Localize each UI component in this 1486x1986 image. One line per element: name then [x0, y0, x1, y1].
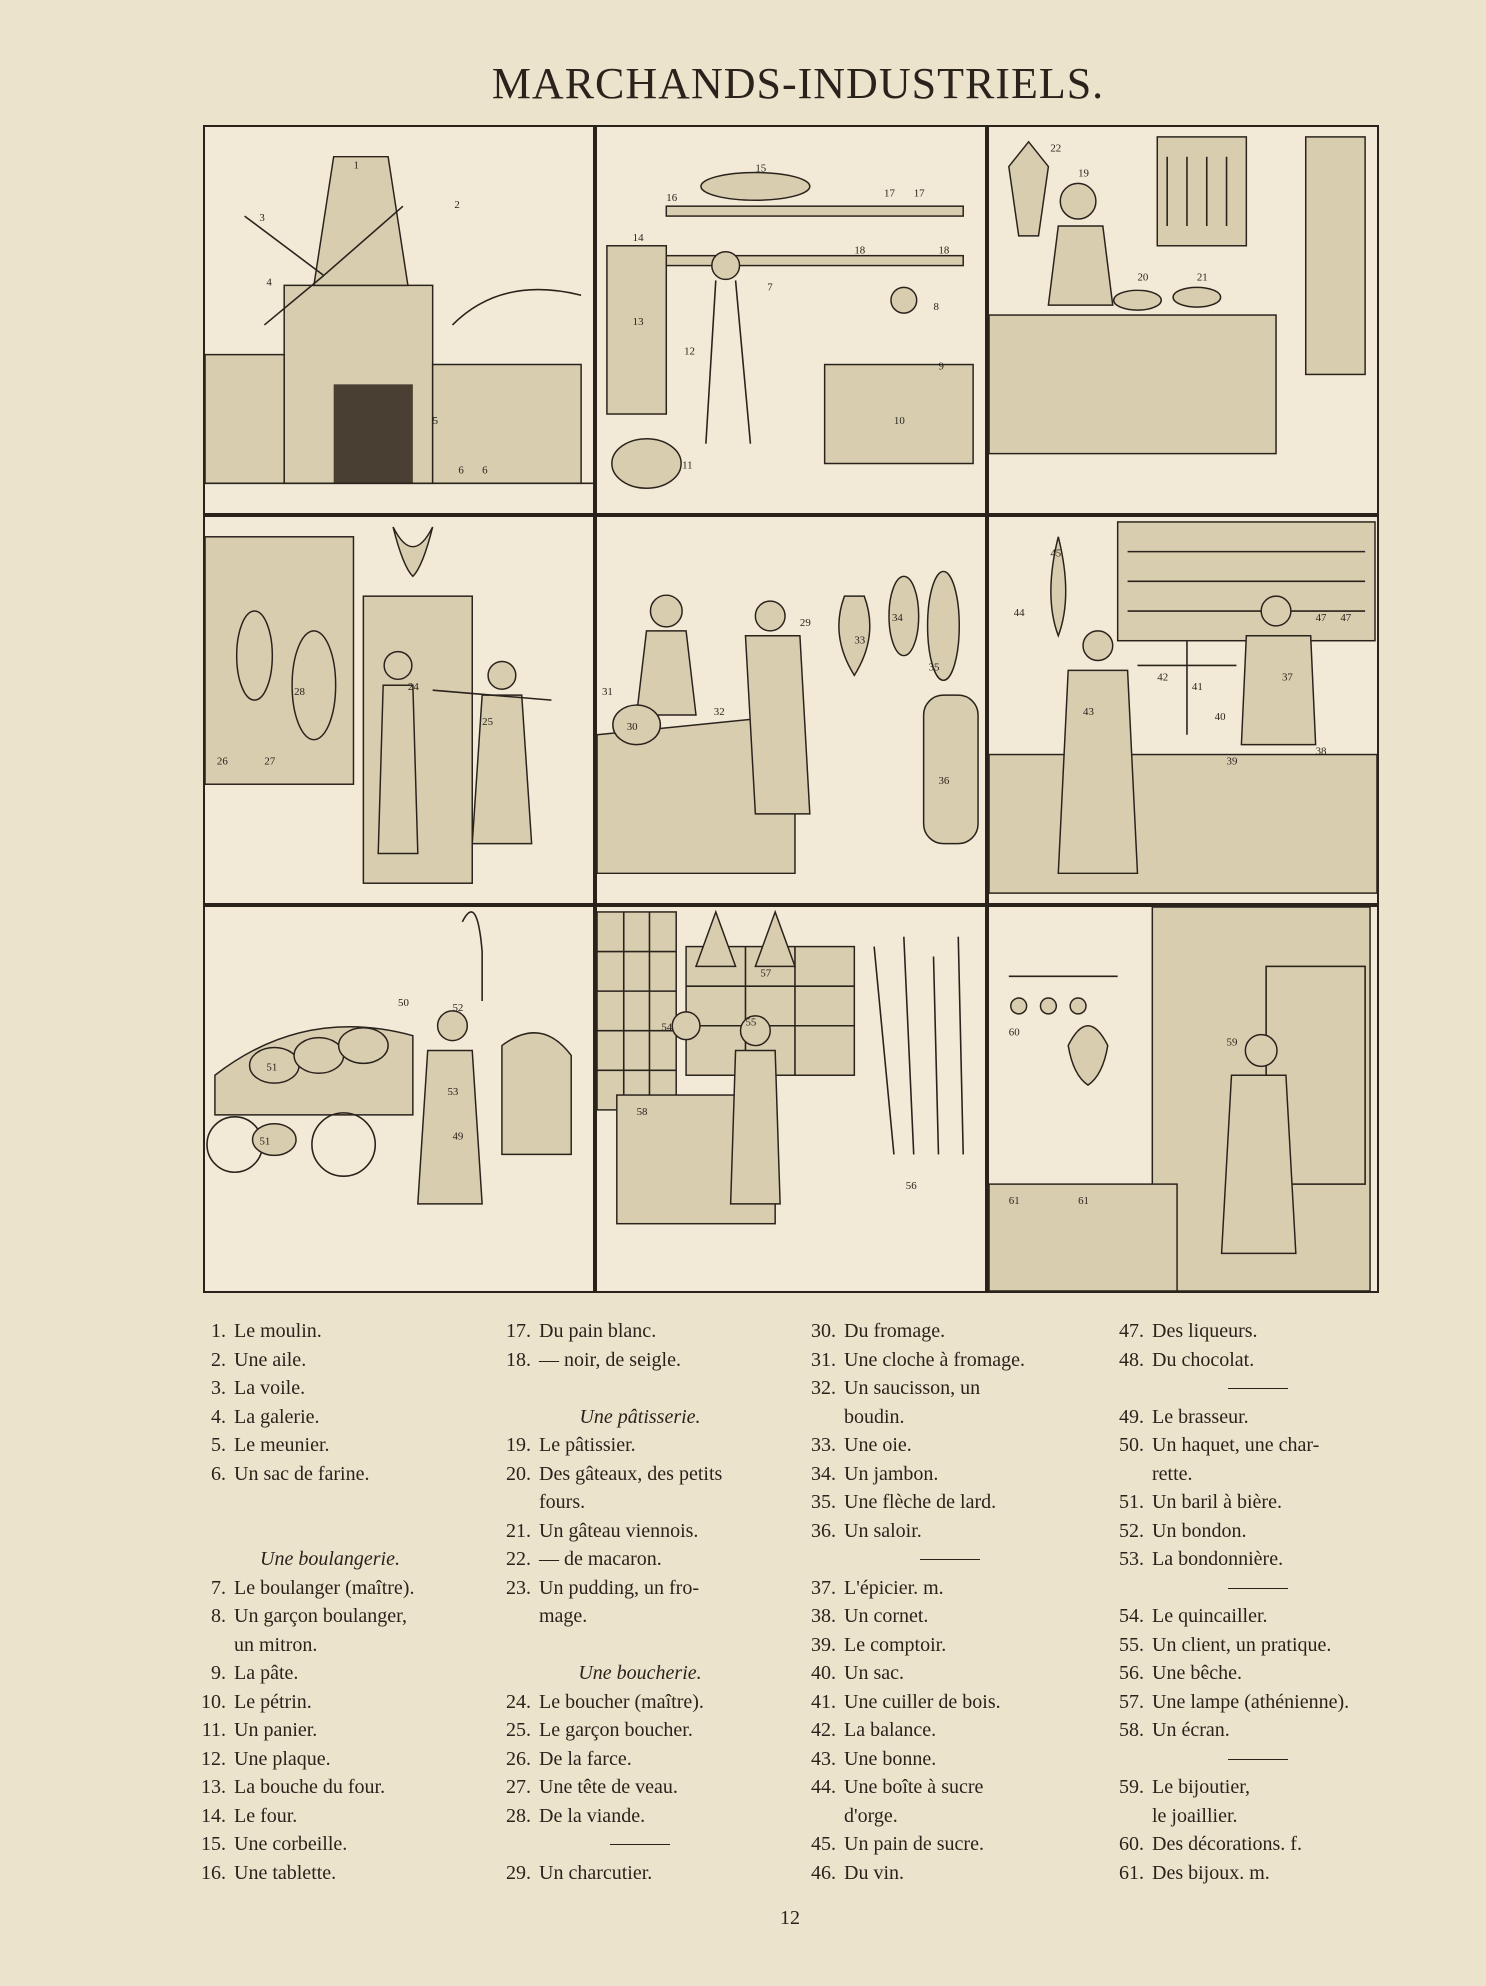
legend-entry-number: 56. — [1119, 1662, 1144, 1684]
legend-entry — [495, 1745, 785, 1774]
svg-text:57: 57 — [760, 967, 772, 980]
svg-text:53: 53 — [447, 1086, 459, 1099]
legend-entry — [190, 1688, 470, 1717]
legend-entry-text: Du chocolat. — [1152, 1348, 1255, 1371]
legend-entry-number: 61. — [1119, 1861, 1144, 1884]
legend-entry-number: 33. — [811, 1434, 836, 1456]
legend-entry-number: 23. — [506, 1576, 531, 1599]
legend-entry-text: Le meunier. — [234, 1434, 330, 1456]
legend-entry-text: Un pudding, un fro- — [539, 1576, 699, 1599]
legend-entry-number: 42. — [811, 1719, 836, 1741]
svg-text:36: 36 — [938, 775, 950, 788]
plate-mill — [203, 125, 595, 515]
svg-text:11: 11 — [682, 459, 693, 472]
svg-text:60: 60 — [1008, 1026, 1020, 1039]
legend-entry — [190, 1460, 470, 1489]
legend-entry-text: Le pétrin. — [234, 1690, 312, 1713]
legend-entry-number: 17. — [506, 1320, 531, 1342]
plate-bakery — [595, 125, 987, 515]
legend-entry-number: 45. — [811, 1833, 836, 1855]
legend-entry-text: Le four. — [234, 1804, 298, 1827]
legend-entry-text: Un saucisson, un — [844, 1377, 981, 1399]
legend-entry — [190, 1602, 470, 1631]
legend-entry-continuation: un mitron. — [234, 1633, 318, 1656]
legend-entry-number: 10. — [201, 1690, 226, 1713]
legend-entry-text: Le bijoutier, — [1152, 1776, 1251, 1798]
legend-entry — [1108, 1631, 1408, 1660]
legend-entry-text: Un baril à bière. — [1152, 1491, 1282, 1513]
legend-entry — [495, 1545, 785, 1574]
legend-entry — [190, 1859, 470, 1888]
svg-text:10: 10 — [893, 414, 905, 427]
legend-entry-text: Du pain blanc. — [539, 1320, 657, 1342]
legend-entry-number: 1. — [211, 1320, 226, 1342]
legend-entry-number: 49. — [1119, 1405, 1144, 1428]
svg-text:45: 45 — [1050, 547, 1062, 560]
legend-entry-number: 30. — [811, 1320, 836, 1342]
legend-entry-number: 54. — [1119, 1605, 1144, 1627]
legend-entry-number: 3. — [211, 1377, 226, 1399]
svg-text:42: 42 — [1157, 671, 1169, 684]
svg-text:16: 16 — [666, 192, 678, 205]
legend-entry-number: 12. — [201, 1747, 226, 1770]
legend-entry-number: 5. — [211, 1434, 226, 1456]
svg-text:56: 56 — [905, 1180, 917, 1193]
legend-entry-text: La galerie. — [234, 1405, 320, 1428]
legend-entry — [495, 1688, 785, 1717]
legend-entry-text: Un sac. — [844, 1662, 904, 1684]
svg-text:52: 52 — [452, 1001, 464, 1014]
legend-entry-number: 2. — [211, 1348, 226, 1371]
legend-spacer — [190, 1517, 470, 1546]
svg-text:27: 27 — [264, 755, 276, 768]
legend-entry — [800, 1745, 1100, 1774]
legend-entry-text: La balance. — [844, 1719, 937, 1741]
legend-entry-text: Un cornet. — [844, 1605, 929, 1627]
svg-text:39: 39 — [1226, 755, 1238, 768]
svg-text:4: 4 — [266, 276, 272, 289]
svg-text:61: 61 — [1078, 1194, 1089, 1207]
legend-entry-text: La bondonnière. — [1152, 1548, 1284, 1570]
svg-text:9: 9 — [938, 360, 944, 373]
svg-text:28: 28 — [294, 686, 305, 699]
legend-entry — [190, 1431, 470, 1460]
legend-entry-text: Un saloir. — [844, 1519, 922, 1542]
legend-entry — [190, 1403, 470, 1432]
legend-spacer — [495, 1631, 785, 1660]
legend-entry — [495, 1431, 785, 1460]
legend-entry — [495, 1802, 785, 1831]
legend-entry-text: Le boulanger (maître). — [234, 1576, 415, 1599]
legend-entry-text: Le brasseur. — [1152, 1405, 1249, 1428]
svg-text:17: 17 — [884, 187, 895, 200]
legend-entry — [800, 1346, 1100, 1375]
legend-entry-text: La bouche du four. — [234, 1776, 386, 1798]
svg-text:44: 44 — [1013, 606, 1025, 619]
legend-entry-number: 27. — [506, 1776, 531, 1798]
legend-entry-text: Une flèche de lard. — [844, 1491, 997, 1513]
legend-entry-text: Des gâteaux, des petits — [539, 1462, 723, 1485]
legend-entry-number: 28. — [506, 1804, 531, 1827]
legend-entry-text: Un gâteau viennois. — [539, 1519, 699, 1542]
legend-entry-text: Une tête de veau. — [539, 1776, 678, 1798]
legend-entry-number: 26. — [506, 1747, 531, 1770]
legend-entry-number: 31. — [811, 1348, 836, 1371]
legend-entry-text: Un pain de sucre. — [844, 1833, 984, 1855]
svg-text:12: 12 — [684, 345, 695, 358]
legend-entry — [1108, 1830, 1408, 1859]
plate-butcher-shop — [203, 515, 595, 905]
legend-entry — [190, 1659, 470, 1688]
svg-text:43: 43 — [1083, 705, 1094, 718]
page-number: 12 — [780, 1907, 800, 1929]
svg-text:29: 29 — [799, 616, 811, 629]
svg-text:1: 1 — [353, 159, 359, 172]
legend-entry-text: Une cloche à fromage. — [844, 1348, 1026, 1371]
legend-entry-text: Le garçon boucher. — [539, 1719, 693, 1741]
legend-entry-number: 48. — [1119, 1348, 1144, 1371]
legend-entry — [800, 1716, 1100, 1745]
legend-entry-text: La voile. — [234, 1377, 306, 1399]
svg-text:59: 59 — [1226, 1036, 1238, 1049]
svg-text:21: 21 — [1196, 271, 1208, 284]
legend-entry-text: Des liqueurs. — [1152, 1320, 1258, 1342]
svg-text:61: 61 — [1008, 1194, 1020, 1207]
legend-entry-continuation: d'orge. — [844, 1804, 898, 1827]
legend-entry-text: Du vin. — [844, 1861, 904, 1884]
legend-entry-text: — noir, de seigle. — [539, 1348, 681, 1371]
legend-entry-text: Une oie. — [844, 1434, 912, 1456]
svg-text:38: 38 — [1315, 745, 1327, 758]
legend-entry — [190, 1802, 470, 1831]
legend-entry-number: 58. — [1119, 1719, 1144, 1741]
svg-text:19: 19 — [1078, 167, 1089, 180]
legend-entry — [1108, 1431, 1408, 1460]
legend-entry — [495, 1317, 785, 1346]
legend-entry — [800, 1602, 1100, 1631]
legend-entry-number: 38. — [811, 1605, 836, 1627]
legend-entry — [1108, 1773, 1408, 1802]
svg-text:2: 2 — [454, 199, 460, 212]
legend-separator — [800, 1545, 1100, 1574]
legend-entry-number: 14. — [201, 1804, 226, 1827]
legend-column-3 — [800, 1317, 1100, 1887]
legend-entry-number: 46. — [811, 1861, 836, 1884]
legend-entry-number: 51. — [1119, 1491, 1144, 1513]
legend-entry-text: De la viande. — [539, 1804, 646, 1827]
legend-entry-continuation: mage. — [539, 1605, 588, 1627]
legend-entry-number: 21. — [506, 1519, 531, 1542]
legend-entry-number: 22. — [506, 1548, 531, 1570]
legend-entry — [1108, 1346, 1408, 1375]
svg-text:8: 8 — [933, 301, 939, 314]
svg-text:50: 50 — [398, 996, 409, 1009]
legend-entry-continuation: rette. — [1152, 1462, 1193, 1485]
legend-separator — [495, 1830, 785, 1859]
legend-entry — [800, 1830, 1100, 1859]
legend-entry-number: 20. — [506, 1462, 531, 1485]
svg-text:24: 24 — [407, 681, 419, 694]
legend-entry-text: Une bonne. — [844, 1747, 937, 1770]
legend-entry — [800, 1631, 1100, 1660]
svg-text:5: 5 — [432, 414, 439, 427]
legend-entry — [800, 1574, 1100, 1603]
legend-entry-number: 11. — [201, 1719, 226, 1741]
legend-entry-number: 37. — [811, 1576, 836, 1599]
legend-entry-text: Des bijoux. m. — [1152, 1861, 1270, 1884]
legend-section-heading: Une boulangerie. — [260, 1548, 400, 1570]
legend-entry-number: 59. — [1119, 1776, 1144, 1798]
legend-entry-number: 25. — [506, 1719, 531, 1741]
svg-text:51: 51 — [259, 1135, 271, 1148]
legend-entry-text: Le moulin. — [234, 1320, 322, 1342]
legend-entry-number: 4. — [211, 1405, 226, 1428]
legend-entry-text: Une lampe (athénienne). — [1152, 1690, 1350, 1713]
legend-entry-number: 60. — [1119, 1833, 1144, 1855]
legend-separator — [1108, 1745, 1408, 1774]
svg-text:7: 7 — [767, 281, 773, 294]
legend-entry-number: 53. — [1119, 1548, 1144, 1570]
legend-entry — [190, 1346, 470, 1375]
legend-entry — [190, 1374, 470, 1403]
legend-entry-number: 6. — [211, 1462, 226, 1485]
legend-entry — [1108, 1602, 1408, 1631]
legend-entry — [800, 1859, 1100, 1888]
legend-entry-number: 47. — [1119, 1320, 1144, 1342]
legend-entry — [800, 1688, 1100, 1717]
legend-entry-number: 24. — [506, 1690, 531, 1713]
legend-entry — [800, 1659, 1100, 1688]
legend-entry — [800, 1773, 1100, 1802]
svg-text:41: 41 — [1191, 681, 1203, 694]
legend-entry-number: 43. — [811, 1747, 836, 1770]
legend-entry-text: Le comptoir. — [844, 1633, 947, 1656]
svg-text:25: 25 — [482, 715, 494, 728]
plate-jeweler — [987, 905, 1379, 1293]
legend-entry — [1108, 1859, 1408, 1888]
legend-entry-text: Un jambon. — [844, 1462, 939, 1485]
legend-entry — [190, 1830, 470, 1859]
legend-entry — [800, 1460, 1100, 1489]
legend-entry-text: La pâte. — [234, 1662, 299, 1684]
legend-entry-number: 32. — [811, 1377, 836, 1399]
legend-entry-text: Un écran. — [1152, 1719, 1230, 1741]
legend-entry-text: Un client, un pratique. — [1152, 1633, 1332, 1656]
legend-section-heading: Une boucherie. — [578, 1662, 702, 1684]
legend-entry-text: Une aile. — [234, 1348, 307, 1371]
legend-entry — [800, 1317, 1100, 1346]
legend-entry — [1108, 1403, 1408, 1432]
svg-text:6: 6 — [482, 464, 488, 477]
legend-entry-text: Un charcutier. — [539, 1861, 653, 1884]
plate-delicatessen — [595, 515, 987, 905]
svg-text:49: 49 — [452, 1130, 464, 1143]
legend-entry-continuation: le joaillier. — [1152, 1804, 1238, 1827]
legend-entry-text: Un haquet, une char- — [1152, 1434, 1320, 1456]
svg-text:6: 6 — [458, 464, 464, 477]
legend-spacer — [190, 1488, 470, 1517]
legend-entry-continuation: fours. — [539, 1491, 586, 1513]
svg-text:58: 58 — [636, 1105, 648, 1118]
svg-text:17: 17 — [913, 187, 925, 200]
legend-entry — [190, 1716, 470, 1745]
legend-entry — [1108, 1688, 1408, 1717]
legend-entry-text: Une cuiller de bois. — [844, 1690, 1001, 1713]
legend-entry-number: 44. — [811, 1776, 836, 1798]
legend-entry-text: Une tablette. — [234, 1861, 337, 1884]
svg-text:51: 51 — [266, 1061, 278, 1074]
svg-text:14: 14 — [632, 231, 644, 244]
svg-text:37: 37 — [1281, 671, 1293, 684]
legend-entry-number: 34. — [811, 1462, 836, 1485]
legend-entry — [190, 1317, 470, 1346]
legend-column-1 — [190, 1317, 470, 1887]
plate-hardware-store — [595, 905, 987, 1293]
legend-entry — [800, 1517, 1100, 1546]
legend-entry-text: Une bêche. — [1152, 1662, 1242, 1684]
legend-entry-number: 55. — [1119, 1633, 1144, 1656]
svg-text:20: 20 — [1137, 271, 1149, 284]
page-title: MARCHANDS-INDUSTRIELS. — [491, 59, 1105, 108]
legend-entry — [495, 1859, 785, 1888]
plate-brewer — [203, 905, 595, 1293]
legend-entry-number: 9. — [211, 1662, 226, 1684]
legend-entry-text: Un sac de farine. — [234, 1462, 370, 1485]
legend-entry-text: Un garçon boulanger, — [234, 1605, 408, 1627]
legend-column-2 — [495, 1317, 785, 1887]
legend-entry — [800, 1488, 1100, 1517]
svg-text:34: 34 — [891, 611, 903, 624]
legend-entry-text: Le boucher (maître). — [539, 1690, 704, 1713]
svg-text:33: 33 — [854, 634, 866, 647]
legend-entry-text: Le pâtissier. — [539, 1434, 636, 1456]
legend-entry — [495, 1460, 785, 1489]
legend-entry-number: 40. — [811, 1662, 836, 1684]
legend-entry-number: 35. — [811, 1491, 836, 1513]
legend-spacer — [495, 1374, 785, 1403]
illustration-grid — [203, 125, 1379, 1293]
legend-entry — [495, 1517, 785, 1546]
legend-entry — [1108, 1716, 1408, 1745]
legend-entry — [495, 1346, 785, 1375]
legend-entry-number: 18. — [506, 1348, 531, 1371]
svg-text:47: 47 — [1340, 611, 1352, 624]
svg-text:26: 26 — [216, 755, 228, 768]
legend-entry-number: 19. — [506, 1434, 531, 1456]
legend-column-4 — [1108, 1317, 1408, 1887]
svg-text:3: 3 — [259, 212, 265, 225]
legend-entry-text: Un bondon. — [1152, 1519, 1247, 1542]
svg-text:22: 22 — [1050, 142, 1062, 155]
legend-entry — [495, 1773, 785, 1802]
legend-entry-text: De la farce. — [539, 1747, 632, 1770]
legend-entry-text: Du fromage. — [844, 1320, 946, 1342]
legend-entry-number: 39. — [811, 1633, 836, 1656]
svg-text:40: 40 — [1214, 710, 1226, 723]
svg-text:35: 35 — [928, 661, 940, 674]
legend-entry-text: L'épicier. m. — [844, 1576, 944, 1599]
svg-text:18: 18 — [854, 244, 866, 257]
legend-entry-number: 36. — [811, 1519, 836, 1542]
legend-entry-number: 41. — [811, 1690, 836, 1713]
svg-text:30: 30 — [626, 720, 638, 733]
legend-entry-number: 50. — [1119, 1434, 1144, 1456]
legend-entry-number: 8. — [211, 1605, 226, 1627]
legend-entry-number: 15. — [201, 1833, 226, 1855]
legend-entry-text: Une boîte à sucre — [844, 1776, 984, 1798]
svg-text:31: 31 — [601, 686, 613, 699]
legend-entry-number: 7. — [211, 1576, 226, 1599]
legend-entry — [190, 1745, 470, 1774]
legend-entry — [1108, 1545, 1408, 1574]
legend-entry-text: — de macaron. — [539, 1548, 662, 1570]
legend-entry — [800, 1431, 1100, 1460]
plate-pastry-shop — [987, 125, 1379, 515]
legend-separator — [1108, 1574, 1408, 1603]
legend-entry — [190, 1773, 470, 1802]
svg-text:54: 54 — [661, 1021, 673, 1034]
legend-entry-text: Le quincailler. — [1152, 1605, 1268, 1627]
plate-grocery — [987, 515, 1379, 905]
legend-entry — [1108, 1659, 1408, 1688]
legend-entry — [190, 1574, 470, 1603]
legend-section-heading: Une pâtisserie. — [579, 1405, 701, 1428]
svg-text:32: 32 — [713, 705, 725, 718]
legend-entry-continuation: boudin. — [844, 1405, 905, 1428]
svg-text:18: 18 — [938, 244, 950, 257]
legend-entry-text: Une plaque. — [234, 1747, 331, 1770]
legend-entry — [1108, 1517, 1408, 1546]
legend-entry-text: Une corbeille. — [234, 1833, 348, 1855]
legend-entry-text: Un panier. — [234, 1719, 318, 1741]
legend-entry — [1108, 1317, 1408, 1346]
legend-entry-number: 13. — [201, 1776, 226, 1798]
svg-text:47: 47 — [1315, 611, 1327, 624]
legend-entry — [800, 1374, 1100, 1403]
legend-entry-number: 29. — [506, 1861, 531, 1884]
svg-text:15: 15 — [755, 162, 767, 175]
legend-entry-number: 16. — [201, 1861, 226, 1884]
legend-entry-text: Des décorations. f. — [1152, 1833, 1302, 1855]
legend-entry-number: 57. — [1119, 1690, 1144, 1713]
svg-text:55: 55 — [745, 1016, 757, 1029]
legend-entry — [1108, 1488, 1408, 1517]
legend-separator — [1108, 1374, 1408, 1403]
legend-entry-number: 52. — [1119, 1519, 1144, 1542]
svg-text:13: 13 — [632, 315, 644, 328]
legend-entry — [495, 1574, 785, 1603]
legend-entry — [495, 1716, 785, 1745]
